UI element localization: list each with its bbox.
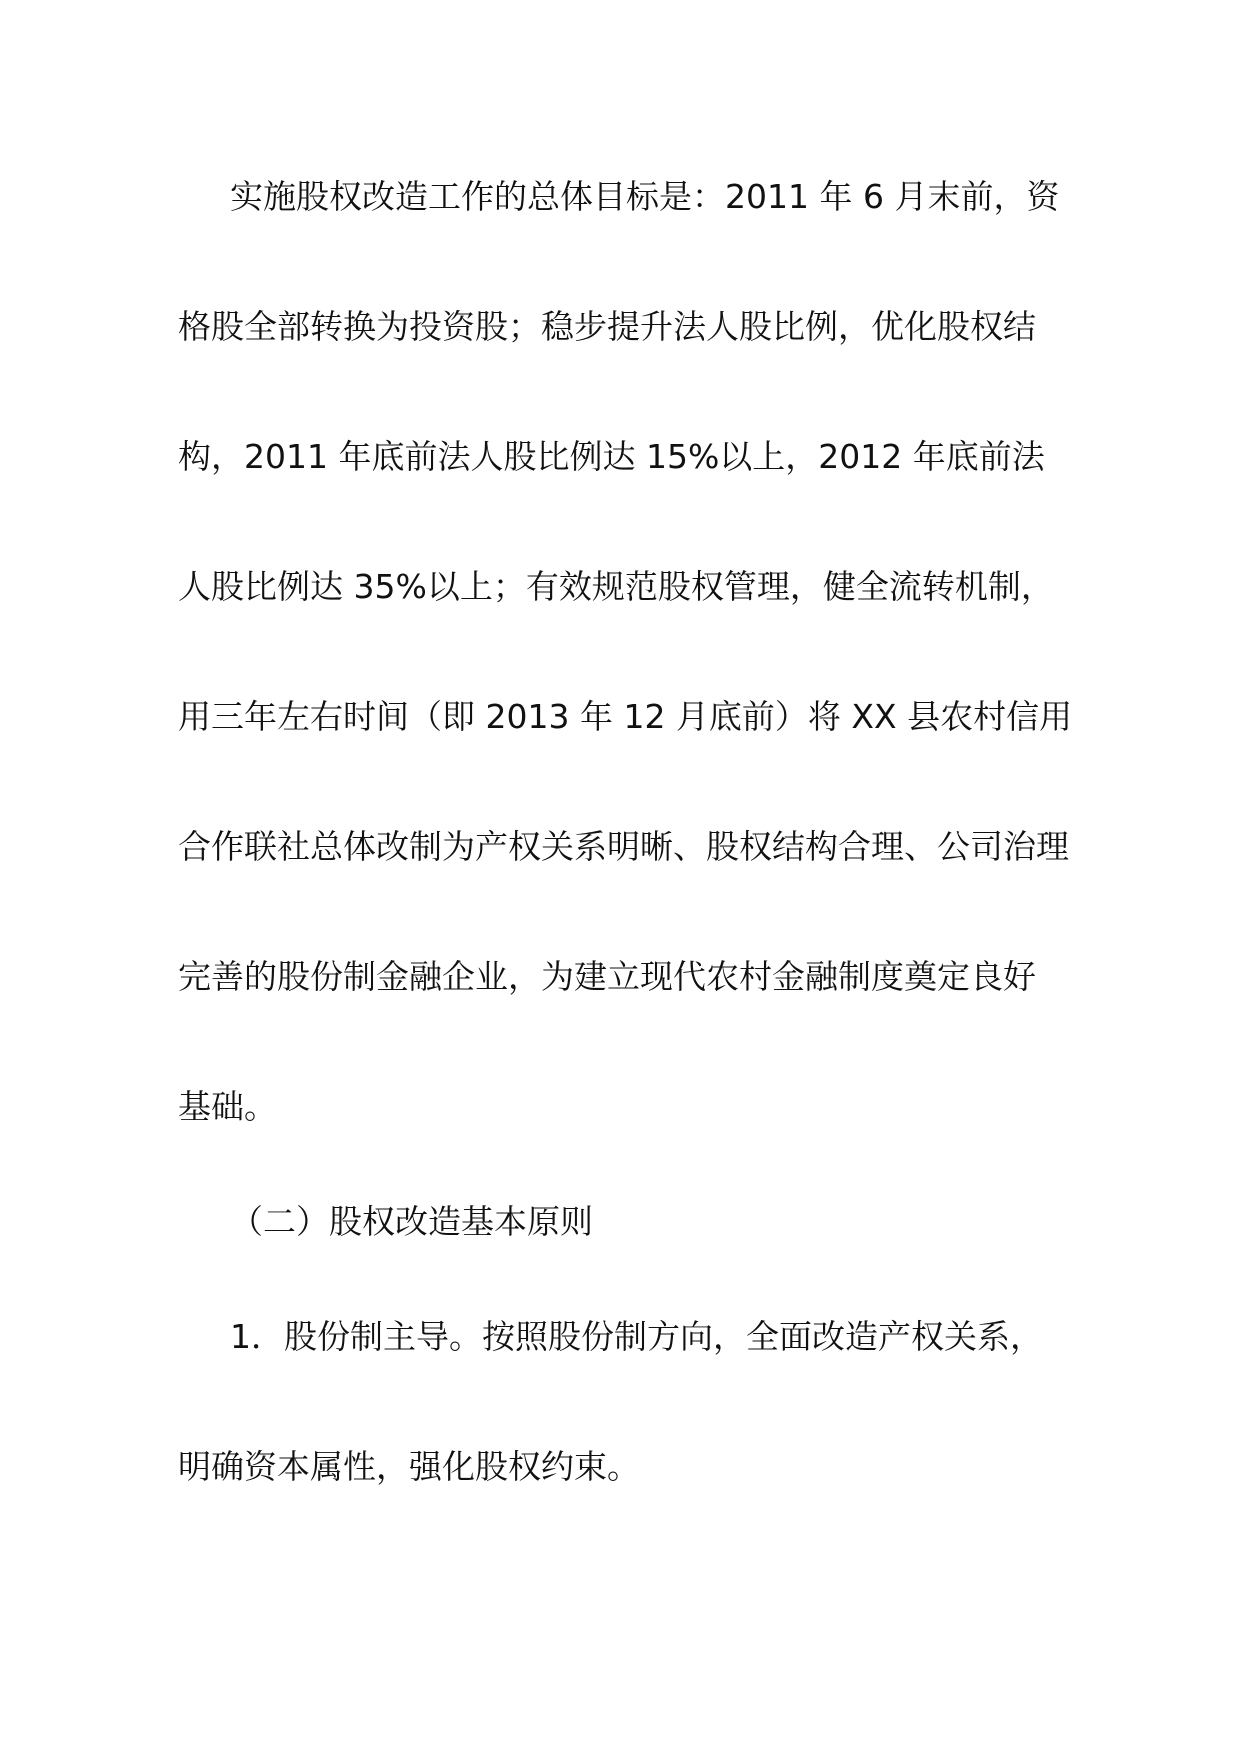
principle-line-1: 1．股份制主导。按照股份制方向，全面改造产权关系， [230, 1317, 1043, 1356]
paragraph-line-3: 构，2011 年底前法人股比例达 15%以上，2012 年底前法 [178, 437, 1045, 476]
paragraph-line-7: 完善的股份制金融企业，为建立现代农村金融制度奠定良好 [178, 957, 1036, 996]
paragraph-line-4: 人股比例达 35%以上；有效规范股权管理，健全流转机制， [178, 567, 1054, 606]
paragraph-line-8: 基础。 [178, 1087, 277, 1126]
paragraph-line-5: 用三年左右时间（即 2013 年 12 月底前）将 XX 县农村信用 [178, 697, 1073, 736]
paragraph-line-1: 实施股权改造工作的总体目标是：2011 年 6 月末前，资 [230, 177, 1060, 216]
principle-line-2: 明确资本属性，强化股权约束。 [178, 1447, 640, 1486]
paragraph-line-2: 格股全部转换为投资股；稳步提升法人股比例，优化股权结 [178, 307, 1036, 346]
section-heading: （二）股权改造基本原则 [230, 1202, 593, 1241]
paragraph-line-6: 合作联社总体改制为产权关系明晰、股权结构合理、公司治理 [178, 827, 1069, 866]
